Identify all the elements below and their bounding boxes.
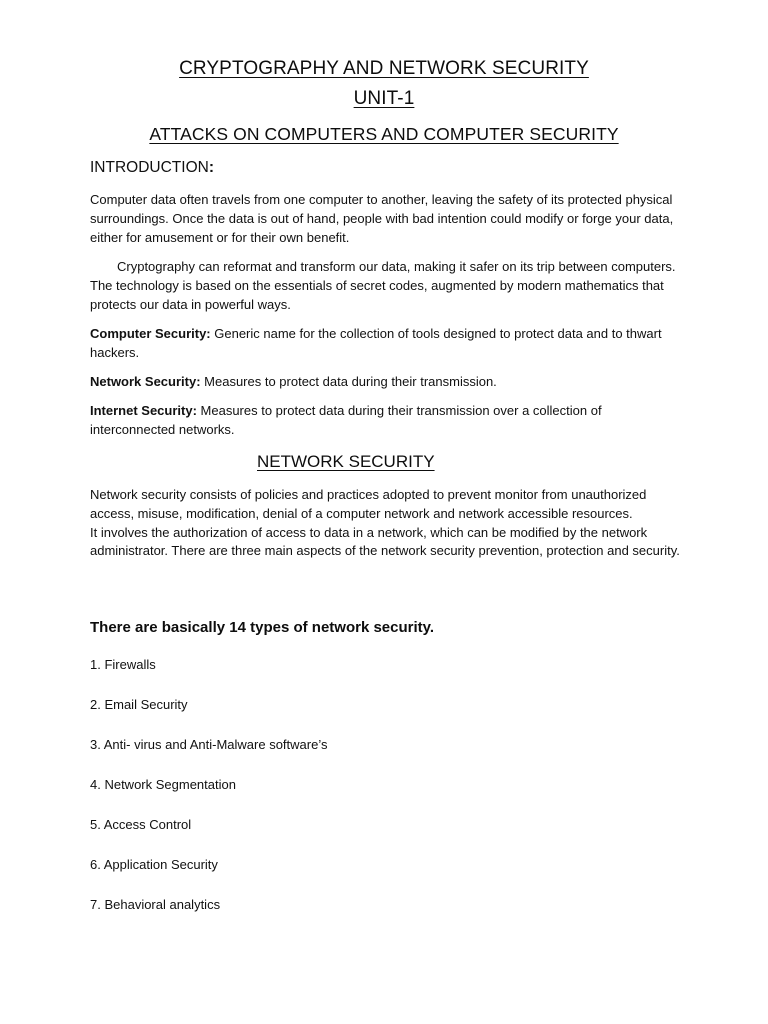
introduction-heading-text: INTRODUCTION	[90, 159, 209, 176]
list-item: 5. Access Control	[90, 817, 192, 832]
introduction-heading	[90, 159, 214, 177]
definition-network-security	[90, 373, 680, 392]
definition-term: Internet Security:	[90, 403, 197, 418]
definition-internet-security	[90, 402, 680, 440]
list-item: 6. Application Security	[90, 857, 218, 872]
definition-term: Computer Security:	[90, 326, 211, 341]
network-security-heading: NETWORK SECURITY	[257, 452, 435, 471]
definition-computer-security	[90, 325, 680, 363]
definition-text: Measures to protect data during their transmission over a collection of interconnected networks.	[90, 403, 602, 437]
definition-text: Measures to protect data during their transmission.	[200, 374, 497, 389]
network-security-paragraph	[90, 486, 680, 561]
introduction-heading-colon: :	[208, 159, 214, 176]
definition-text: Generic name for the collection of tools designed to protect data and to thwart hackers.	[90, 326, 662, 360]
list-item: 1. Firewalls	[90, 657, 156, 672]
definition-term: Network Security:	[90, 374, 201, 389]
unit-title: UNIT-1	[353, 88, 415, 109]
list-item: 3. Anti- virus and Anti-Malware software’s	[90, 737, 328, 752]
network-security-paragraph-1: Network security consists of policies and practices adopted to prevent monitor from unauthorized access, misuse, modification, denial of a computer network and network accessible resources.	[90, 487, 647, 521]
types-heading: There are basically 14 types of network security.	[90, 619, 435, 636]
list-item: 4. Network Segmentation	[90, 777, 236, 792]
list-item: 2. Email Security	[90, 697, 188, 712]
chapter-title: ATTACKS ON COMPUTERS AND COMPUTER SECURITY	[149, 124, 619, 144]
intro-paragraph-2: Cryptography can reformat and transform our data, making it safer on its trip between computers. The technology is based on the essentials of secret codes, augmented by modern mathematics that protects our data in powerful ways.	[90, 259, 676, 312]
network-security-paragraph-2: It involves the authorization of access to data in a network, which can be modified by the network administrator. There are three main aspects of the network security prevention, protection and security.	[90, 524, 680, 559]
intro-paragraph-1: Computer data often travels from one computer to another, leaving the safety of its protected physical surroundings. Once the data is out of hand, people with bad intention could modify or forge your data, either for amusement or for their own benefit.	[90, 192, 674, 245]
document-title: CRYPTOGRAPHY AND NETWORK SECURITY	[179, 58, 589, 79]
list-item: 7. Behavioral analytics	[90, 897, 221, 912]
